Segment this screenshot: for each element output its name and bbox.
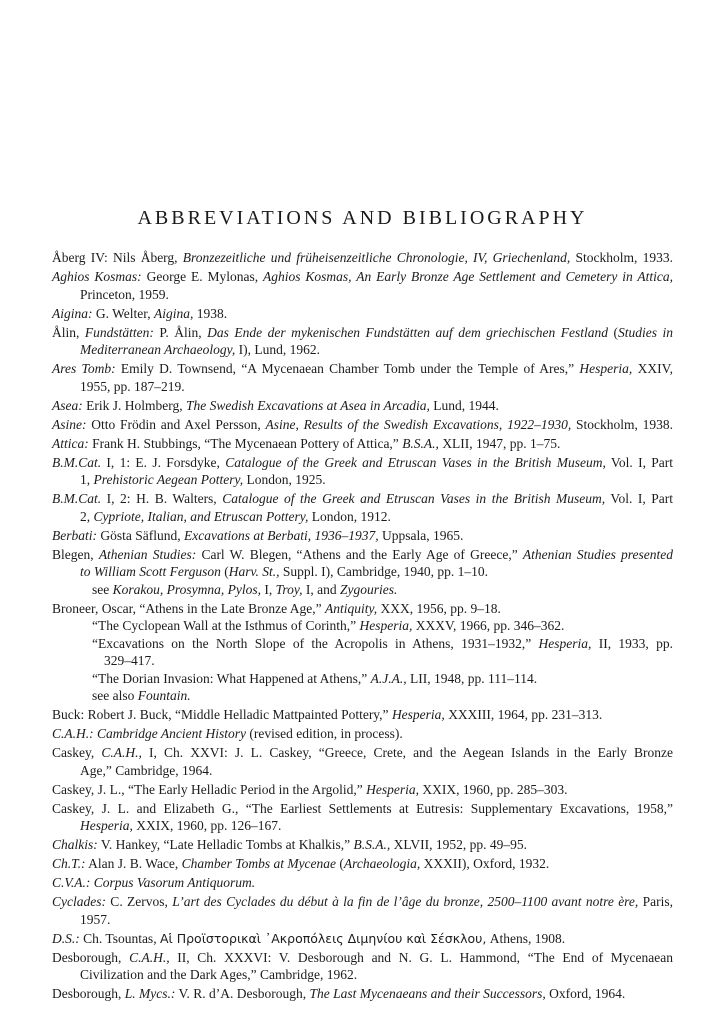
italic-title: Das Ende der mykenischen Fundstätten auf dem griechischen Festland: [207, 324, 608, 340]
bibliography-line: [52, 581, 673, 599]
citation-text: I, and: [302, 581, 341, 597]
bibliography-line: [52, 416, 673, 434]
bibliography-entry: [52, 893, 673, 928]
journal-title: Antiquity,: [324, 600, 378, 616]
citation-text: George E. Mylonas,: [141, 269, 264, 284]
citation-text: Gösta Säflund,: [97, 527, 184, 543]
italic-title: Aigina,: [153, 305, 194, 321]
italic-title: Cambridge Ancient History: [93, 726, 246, 741]
citation-text: “The Cyclopean Wall at the Isthmus of Corinth,”: [92, 618, 360, 633]
citation-text: Caskey, J. L., “The Early Helladic Period in the Argolid,”: [52, 781, 367, 797]
italic-title: Mediterranean Archaeology,: [80, 342, 236, 357]
abbreviation-key: Asea:: [52, 397, 83, 413]
bibliography-line: [52, 435, 673, 453]
italic-title: Athenian Studies presented: [522, 546, 673, 562]
citation-text: II, Ch. XXXVI: V. Desborough and N. G. L. Hammond, “The End of Mycenaean: [169, 949, 673, 965]
citation-text: see also: [92, 688, 138, 703]
citation-text: I), Lund, 1962.: [235, 342, 320, 357]
cross-reference: Zygouries.: [340, 581, 398, 597]
citation-text: Athens, 1908.: [486, 930, 566, 946]
bibliography-line: [52, 911, 673, 929]
citation-text: (: [608, 324, 618, 340]
bibliography-line: [52, 527, 673, 545]
abbreviation-key: Berbati:: [52, 527, 97, 543]
citation-text: (: [220, 564, 229, 579]
abbreviation-key: C.A.H.:: [52, 726, 94, 741]
italic-title: Cypriote, Italian, and Etruscan Pottery,: [93, 508, 309, 524]
bibliography-line: [52, 966, 673, 984]
bibliography-entry: [52, 416, 673, 434]
citation-text: I,: [261, 581, 276, 597]
citation-text: XLII, 1947, pp. 1–75.: [438, 435, 561, 451]
citation-text: LII, 1948, pp. 111–114.: [406, 670, 538, 686]
italic-title: Corpus Vasorum Antiquorum.: [90, 875, 256, 890]
greek-title: Αἱ Προϊστορικαὶ ᾿Ακροπόλεις Διμηνίου καὶ Σέσκλου,: [159, 930, 487, 946]
citation-text: Erik J. Holmberg,: [82, 397, 186, 413]
citation-text: XXIX, 1960, pp. 126–167.: [132, 818, 282, 833]
bibliography-entry: [52, 600, 673, 705]
italic-title: Prehistoric Aegean Pottery,: [93, 472, 244, 487]
citation-text: Frank H. Stubbings, “The Mycenaean Pottery of Attica,”: [88, 435, 403, 451]
citation-text: C. Zervos,: [105, 894, 173, 909]
bibliography-line: [52, 949, 673, 967]
citation-text: Caskey,: [52, 745, 102, 760]
journal-title: Hesperia,: [579, 361, 633, 376]
bibliography-line: [52, 985, 673, 1003]
citation-text: Uppsala, 1965.: [378, 527, 464, 543]
abbreviation-key: Ch.T.:: [52, 856, 86, 871]
bibliography-line: [52, 286, 673, 304]
bibliography-line: [52, 454, 673, 472]
bibliography-line: [52, 546, 673, 564]
citation-text: 1,: [80, 472, 94, 487]
cross-reference: Troy,: [275, 581, 303, 597]
italic-title: Catalogue of the Greek and Etruscan Vases in the British Museum,: [225, 454, 606, 470]
bibliography-line: [52, 563, 673, 581]
bibliography-entry: [52, 527, 673, 545]
bibliography-line: [52, 268, 673, 286]
bibliography-entry: [52, 725, 673, 743]
abbreviation-key: Athenian Studies:: [98, 546, 197, 562]
journal-title: B.S.A.,: [402, 435, 439, 451]
citation-text: Blegen,: [52, 546, 99, 562]
abbreviation-key: B.M.Cat.: [52, 491, 102, 506]
citation-text: “Excavations on the North Slope of the Acropolis in Athens, 1931–1932,”: [92, 635, 539, 651]
bibliography-line: [52, 930, 673, 948]
cross-reference: Korakou, Prosymna, Pylos,: [112, 581, 261, 597]
citation-text: Oxford, 1964.: [545, 986, 626, 1001]
bibliography-list: [52, 249, 673, 1003]
italic-title: The Swedish Excavations at Asea in Arcadia,: [186, 397, 430, 413]
bibliography-line: [52, 652, 673, 670]
journal-title: Hesperia,: [391, 707, 445, 722]
bibliography-entry: [52, 836, 673, 854]
bibliography-line: [52, 397, 673, 415]
bibliography-line: [52, 249, 673, 267]
citation-text: II, 1933, pp.: [591, 635, 674, 651]
italic-title: Excavations at Berbati, 1936–1937,: [184, 527, 379, 543]
citation-text: (: [336, 856, 344, 871]
citation-text: 1957.: [80, 911, 111, 927]
bibliography-line: [52, 781, 673, 799]
bibliography-line: [52, 855, 673, 873]
bibliography-line: [52, 341, 673, 359]
citation-text: V. R. d’A. Desborough,: [175, 986, 310, 1001]
citation-text: Paris,: [638, 894, 674, 909]
bibliography-line: [52, 800, 673, 818]
citation-text: “The Dorian Invasion: What Happened at Athens,”: [92, 670, 371, 686]
bibliography-line: [52, 617, 673, 635]
citation-text: G. Welter,: [92, 305, 154, 321]
citation-text: see: [92, 581, 113, 597]
citation-text: 329–417.: [104, 653, 155, 668]
journal-title: Hesperia,: [80, 818, 133, 833]
citation-text: Ch. Tsountas,: [79, 930, 160, 946]
bibliography-entry: [52, 249, 673, 267]
citation-text: Age,” Cambridge, 1964.: [80, 762, 213, 778]
bibliography-line: [52, 378, 673, 396]
citation-text: Suppl. I), Cambridge, 1940, pp. 1–10.: [279, 564, 488, 579]
citation-text: XXXIII, 1964, pp. 231–313.: [444, 707, 603, 722]
citation-text: Desborough,: [52, 986, 125, 1001]
italic-title: The Last Mycenaeans and their Successors,: [309, 986, 546, 1001]
bibliography-line: [52, 836, 673, 854]
bibliography-line: [52, 305, 673, 323]
bibliography-line: [52, 687, 673, 705]
citation-text: I, 2: H. B. Walters,: [101, 491, 223, 506]
citation-text: Ålin,: [52, 324, 85, 340]
citation-text: Stockholm, 1938.: [571, 416, 673, 432]
citation-text: P. Ålin,: [153, 324, 208, 340]
bibliography-entry: [52, 706, 673, 724]
bibliography-line: [52, 893, 673, 911]
abbreviation-key: Fundstätten:: [84, 324, 154, 340]
journal-title: Hesperia,: [359, 618, 413, 633]
citation-text: Carl W. Blegen, “Athens and the Early Age of Greece,”: [196, 546, 523, 562]
abbreviation-key: B.M.Cat.: [52, 454, 102, 470]
bibliography-line: [52, 490, 673, 508]
italic-title: Asine, Results of the Swedish Excavations, 1922–1930,: [265, 416, 572, 432]
bibliography-entry: [52, 855, 673, 873]
citation-text: Desborough,: [52, 949, 130, 965]
bibliography-line: [52, 874, 673, 892]
citation-text: London, 1912.: [308, 508, 391, 524]
italic-title: to William Scott Ferguson: [80, 564, 221, 579]
bibliography-line: [52, 508, 673, 526]
citation-text: Otto Frödin and Axel Persson,: [86, 416, 266, 432]
italic-title: Studies in: [618, 324, 673, 340]
abbreviation-key: Attica:: [52, 435, 89, 451]
italic-title: Bronzezeitliche und früheisenzeitliche Chronologie, IV, Griechenland,: [182, 250, 571, 265]
bibliography-line: [52, 744, 673, 762]
citation-text: XLVII, 1952, pp. 49–95.: [390, 837, 527, 852]
citation-text: XXXV, 1966, pp. 346–362.: [412, 618, 565, 633]
journal-title: Archaeologia,: [343, 856, 421, 871]
bibliography-line: [52, 635, 673, 653]
citation-text: V. Hankey, “Late Helladic Tombs at Khalkis,”: [97, 837, 354, 852]
bibliography-entry: [52, 305, 673, 323]
citation-text: Civilization and the Dark Ages,” Cambridge, 1962.: [80, 967, 358, 982]
italic-title: L’art des Cyclades du début à la fin de l’âge du bronze, 2500–1100 avant notre ère,: [172, 894, 639, 909]
abbreviation-key: C.A.H.,: [101, 745, 142, 760]
bibliography-line: [52, 706, 673, 724]
citation-text: XXIV,: [632, 361, 673, 376]
journal-title: Harv. St.,: [228, 564, 280, 579]
bibliography-line: [52, 762, 673, 780]
bibliography-entry: [52, 781, 673, 799]
journal-title: Hesperia,: [366, 781, 420, 797]
citation-text: 1938.: [193, 305, 228, 321]
bibliography-entry: [52, 744, 673, 779]
abbreviation-key: L. Mycs.:: [124, 986, 176, 1001]
citation-text: Caskey, J. L. and Elizabeth G., “The Earliest Settlements at Eutresis: Supplementary Excavations, 1958,”: [52, 800, 673, 816]
bibliography-line: [52, 471, 673, 489]
citation-text: Alan J. B. Wace,: [85, 856, 182, 871]
citation-text: Vol. I, Part: [605, 454, 673, 470]
abbreviation-key: C.A.H.,: [129, 949, 170, 965]
journal-title: A.J.A.,: [370, 670, 407, 686]
citation-text: I, 1: E. J. Forsdyke,: [101, 454, 226, 470]
abbreviation-key: Asine:: [52, 416, 87, 432]
italic-title: Catalogue of the Greek and Etruscan Vases in the British Museum,: [222, 491, 606, 506]
citation-text: Åberg IV: Nils Åberg,: [52, 250, 183, 265]
citation-text: Princeton, 1959.: [80, 286, 169, 302]
citation-text: Stockholm, 1933.: [570, 250, 673, 265]
italic-title: Chamber Tombs at Mycenae: [181, 856, 337, 871]
citation-text: Lund, 1944.: [429, 397, 499, 413]
citation-text: London, 1925.: [243, 472, 326, 487]
citation-text: Emily D. Townsend, “A Mycenaean Chamber Tomb under the Temple of Ares,”: [115, 361, 580, 376]
abbreviation-key: Chalkis:: [52, 837, 98, 852]
citation-text: 1955, pp. 187–219.: [80, 378, 185, 394]
citation-text: Vol. I, Part: [605, 491, 673, 506]
abbreviation-key: Cyclades:: [52, 894, 106, 909]
bibliography-entry: [52, 874, 673, 892]
abbreviation-key: Aigina:: [52, 305, 93, 321]
abbreviation-key: Aghios Kosmas:: [52, 269, 142, 284]
bibliography-entry: [52, 324, 673, 359]
bibliography-entry: [52, 397, 673, 415]
citation-text: XXIX, 1960, pp. 285–303.: [419, 781, 568, 797]
bibliography-line: [52, 817, 673, 835]
bibliography-entry: [52, 268, 673, 303]
journal-title: B.S.A.,: [353, 837, 391, 852]
cross-reference: Fountain.: [137, 688, 191, 703]
bibliography-entry: [52, 360, 673, 395]
bibliography-line: [52, 324, 673, 342]
citation-text: XXX, 1956, pp. 9–18.: [377, 600, 501, 616]
citation-text: 2,: [80, 508, 94, 524]
citation-text: Broneer, Oscar, “Athens in the Late Bronze Age,”: [52, 600, 325, 616]
citation-text: XXXII), Oxford, 1932.: [420, 856, 550, 871]
citation-text: Buck: Robert J. Buck, “Middle Helladic Mattpainted Pottery,”: [52, 707, 392, 722]
bibliography-entry: [52, 985, 673, 1003]
citation-text: (revised edition, in process).: [246, 726, 403, 741]
bibliography-entry: [52, 800, 673, 835]
journal-title: Hesperia,: [538, 635, 592, 651]
bibliography-entry: [52, 435, 673, 453]
bibliography-line: [52, 360, 673, 378]
bibliography-line: [52, 600, 673, 618]
citation-text: I, Ch. XXVI: J. L. Caskey, “Greece, Crete, and the Aegean Islands in the Early Bronze: [141, 745, 673, 760]
bibliography-entry: [52, 490, 673, 525]
abbreviation-key: C.V.A.:: [52, 875, 91, 890]
abbreviation-key: D.S.:: [52, 930, 80, 946]
page-title: ABBREVIATIONS AND BIBLIOGRAPHY: [137, 207, 588, 229]
bibliography-line: [52, 670, 673, 688]
bibliography-entry: [52, 546, 673, 599]
bibliography-line: [52, 725, 673, 743]
italic-title: Aghios Kosmas, An Early Bronze Age Settlement and Cemetery in Attica,: [263, 269, 673, 284]
abbreviation-key: Ares Tomb:: [52, 361, 116, 376]
bibliography-entry: [52, 930, 673, 948]
bibliography-entry: [52, 949, 673, 984]
bibliography-entry: [52, 454, 673, 489]
